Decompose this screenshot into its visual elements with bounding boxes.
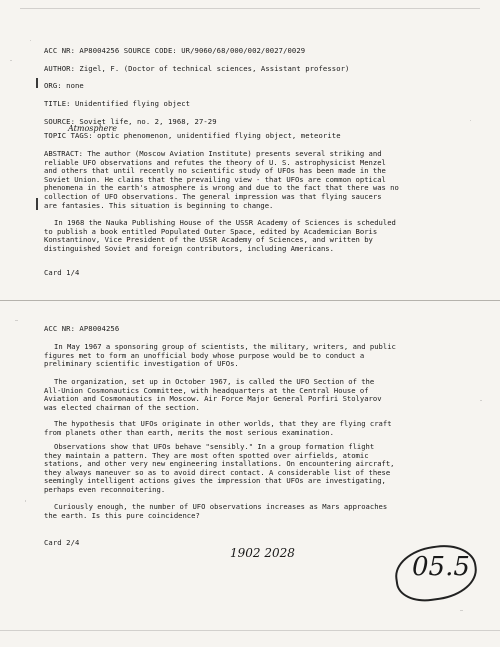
abstract-paragraph: ABSTRACT: The author (Moscow Aviation Institute) presents several striking and reliable UFO observations and refutes the theory of U. S. astrophysicist Menzel and others that until recently no scientific study of UFOs has been made in the Soviet Union. He claims that the prevailing view - that UFOs are common optical phenomena in the earth's atmosphere is wrong and due to the fact that there was no collection of UFO observations. The general impression was that flying saucers are fantasies. This situation is beginning to change. (44, 149, 399, 210)
source-line: SOURCE: Soviet life, no. 2, 1968, 27-29 (44, 117, 217, 126)
margin-mark (36, 78, 38, 88)
paragraph-organization: The organization, set up in October 1967, is called the UFO Section of the All-Union Cosmonautics Committee, with headquarters at the Central House of Aviation and Cosmonautics in Moscow. Air Force Major General Porfiri Stolyarov was elected chairman of the section. (44, 377, 382, 412)
author-line: AUTHOR: Zigel, F. (Doctor of technical sciences, Assistant professor) (44, 64, 350, 73)
title-line: TITLE: Unidentified flying object (44, 99, 191, 108)
acc-nr-line: ACC NR: AP8004256 SOURCE CODE: UR/9060/68/000/002/0027/0029 (44, 46, 306, 55)
card-divider (0, 300, 500, 301)
paragraph-observations: Observations show that UFOs behave "sensibly." In a group formation flight they maintain a pattern. They are most often spotted over airfields, atomic stations, and other very new engineering installations. On encountering aircraft, they always maneuver so as to avoid direct contact. A considerable list of these seemingly intelligent actions gives the impression that UFOs are investigating, perhaps even reconnoitering. (44, 442, 395, 494)
card-number: Card 2/4 (44, 538, 80, 547)
handwritten-number: 1902 2028 (230, 546, 295, 560)
card-number: Card 1/4 (44, 268, 80, 277)
paragraph-hypothesis: The hypothesis that UFOs originate in other worlds, that they are flying craft from planets other than earth, merits the most serious examination. (44, 419, 392, 437)
margin-mark (36, 198, 38, 210)
circled-number: 05.5 (412, 552, 470, 582)
handwritten-note: Atmosphere (68, 124, 117, 133)
paragraph-mars: Curiously enough, the number of UFO observations increases as Mars approaches the earth. Is this pure coincidence? (44, 502, 388, 520)
paragraph-may-1967: In May 1967 a sponsoring group of scientists, the military, writers, and public figures met to form an unofficial body whose purpose would be to conduct a preliminary scientific investigation of UFOs. (44, 342, 396, 369)
org-line: ORG: none (44, 81, 84, 90)
acc-nr-line: ACC NR: AP8004256 (44, 324, 120, 333)
paragraph-nauka: In 1968 the Nauka Publishing House of the USSR Academy of Sciences is scheduled to publish a book entitled Populated Outer Space, edited by Academician Boris Konstantinov, Vice President of the USSR Academy of Sciences, and written by distinguished Soviet and foreign contributors, including Americans. (44, 218, 396, 253)
topic-tags-line: TOPIC TAGS: optic phenomenon, unidentified flying object, meteorite (44, 131, 341, 140)
